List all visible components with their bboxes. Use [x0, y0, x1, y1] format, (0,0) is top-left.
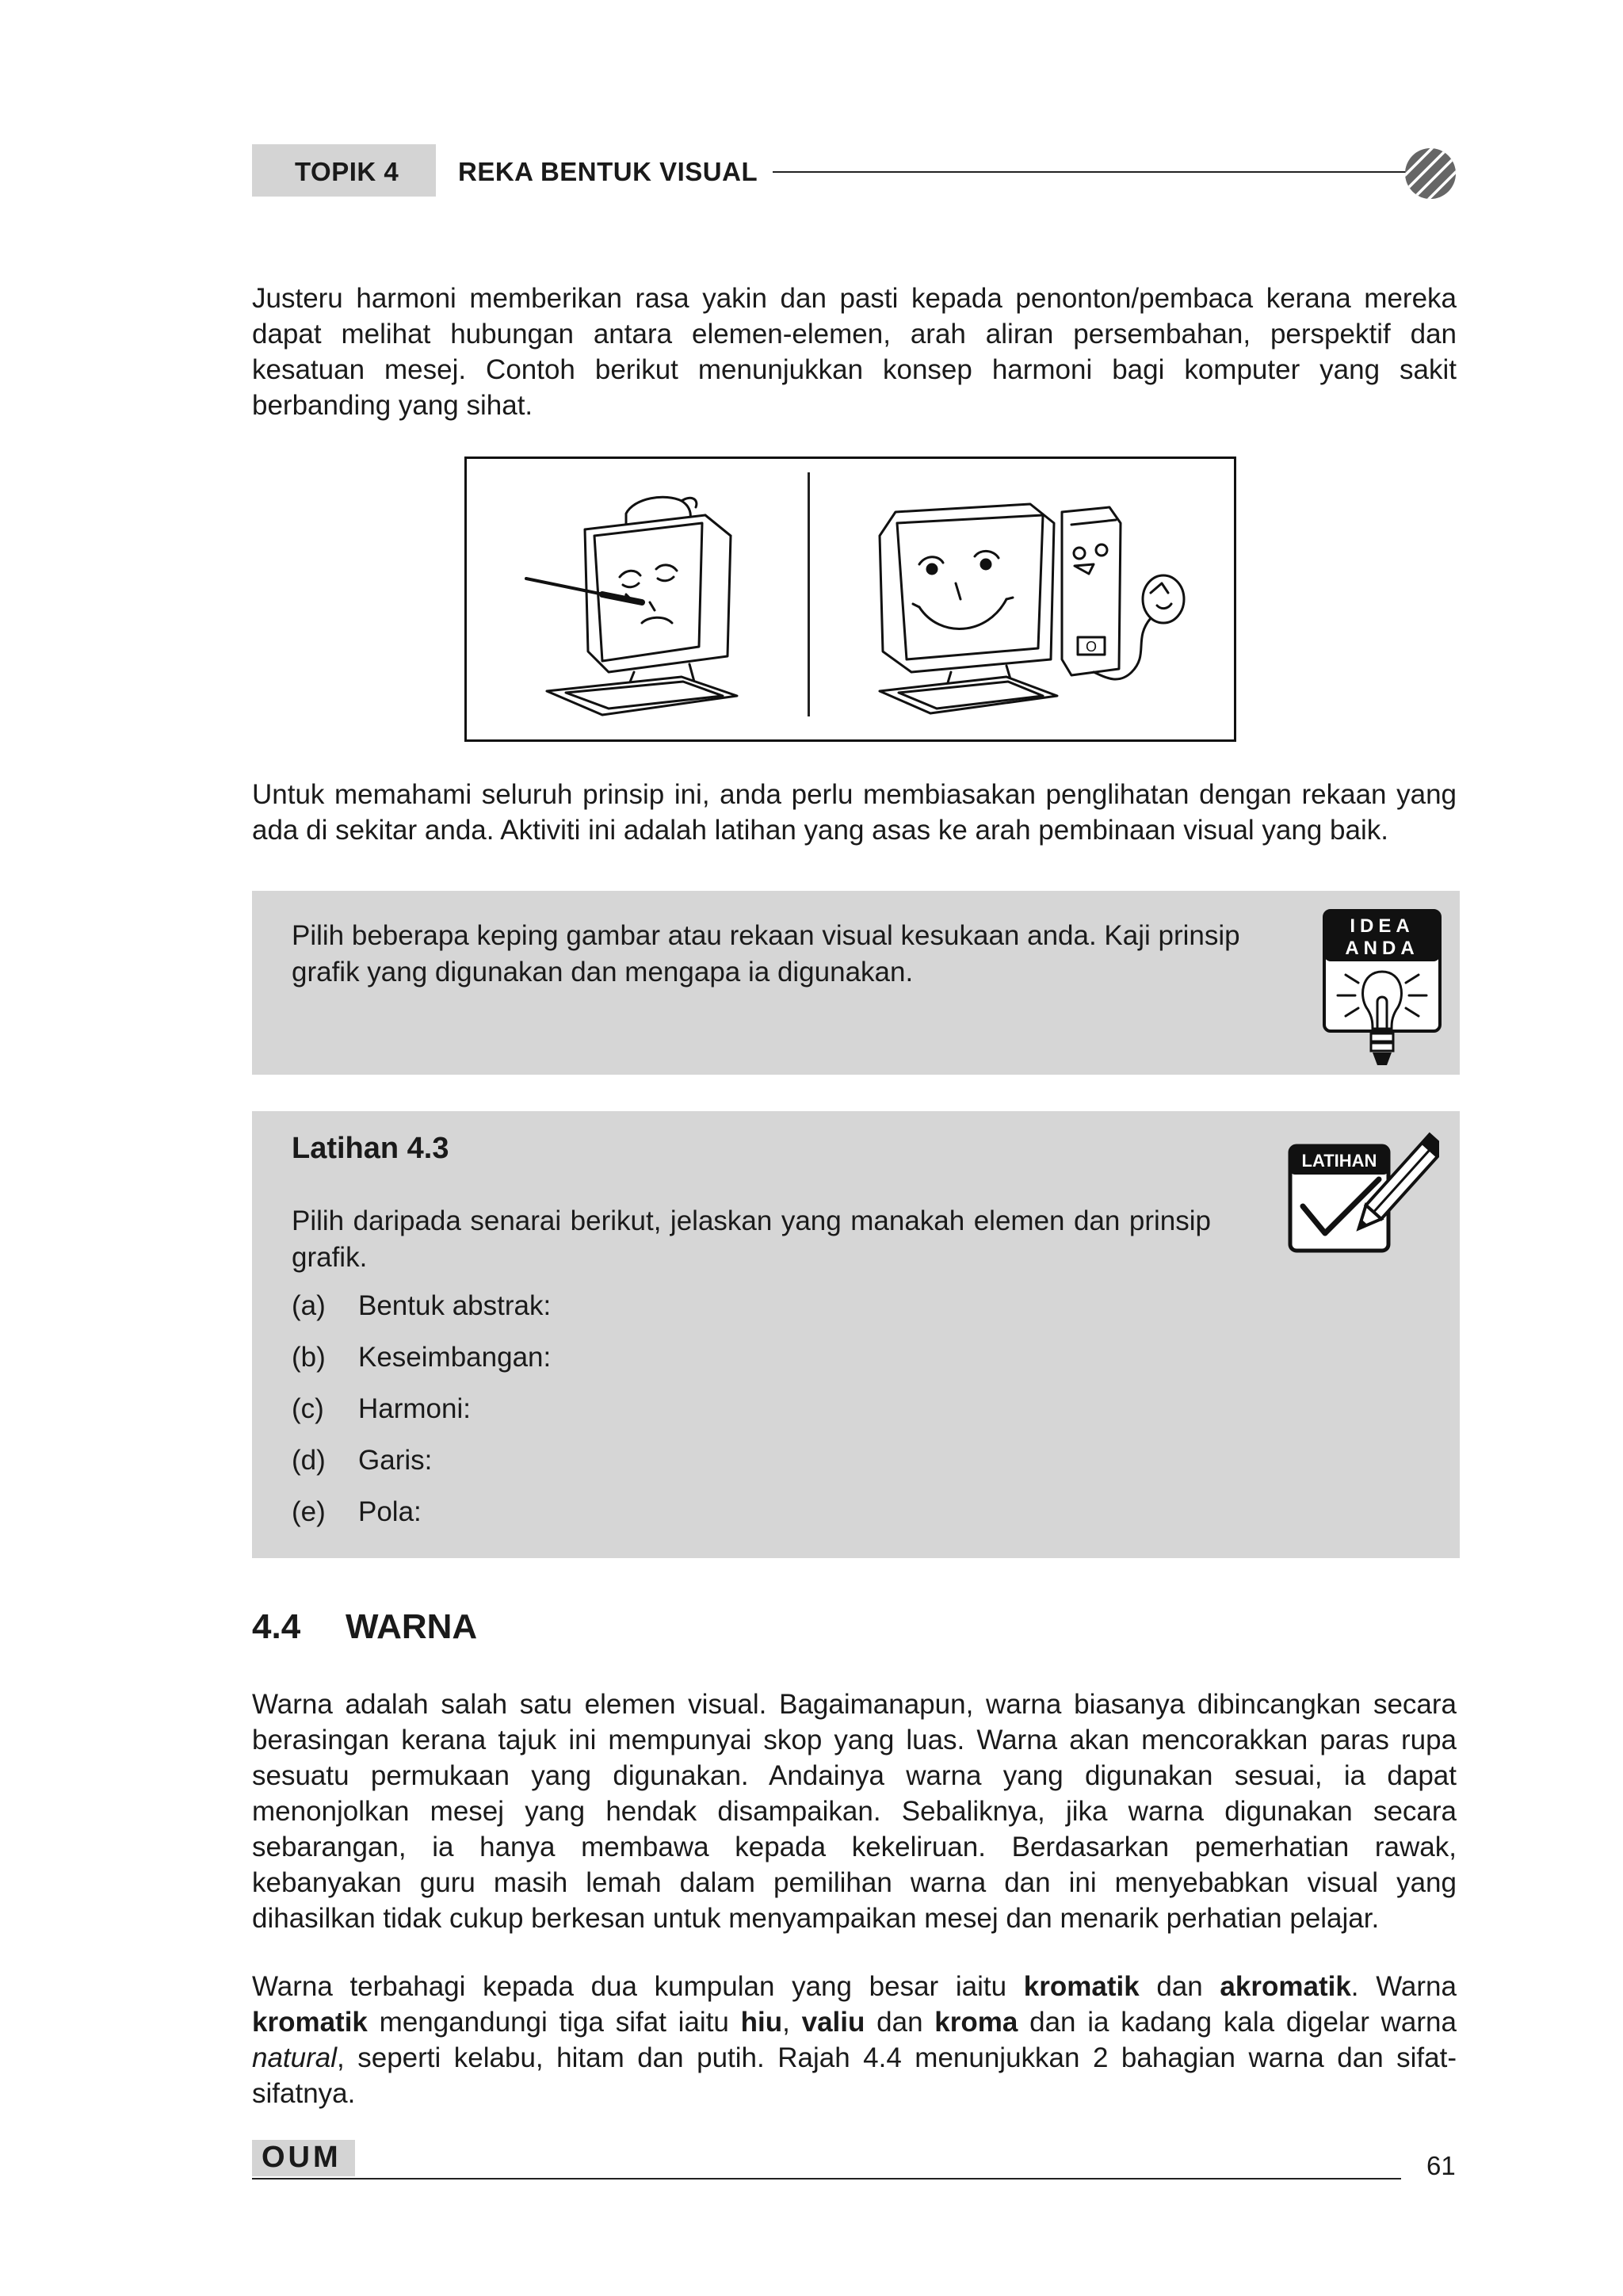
idea-lightbulb-icon — [1322, 908, 1442, 1072]
idea-text: Pilih beberapa keping gambar atau rekaan visual kesukaan anda. Kaji prinsip grafik yang digunakan dan mengapa ia digunakan. — [292, 920, 1240, 988]
paragraph-colour-intro: Warna adalah salah satu elemen visual. Bagaimanapun, warna biasanya dibincangkan secara berasingan kerana tajuk ini mempunyai skop yang luas. Warna akan mencorakkan paras rupa sesuatu permukaan yang digunakan. Andainya warna yang digunakan sesuai, ia dapat menonjolkan mesej yang hendak disampaikan. Sebaliknya, jika warna digunakan secara sebarangan, ia hanya membawa kepada kekeliruan. Berdasarkan pemerhatian rawak, kebanyakan guru masih lemah dalam pemilihan warna dan ini menyebabkan visual yang dihasilkan tidak cukup berkesan untuk menyampaikan mesej dan menarik perhatian pelajar. — [252, 1689, 1457, 1934]
exercise-pencil-icon — [1285, 1130, 1439, 1257]
option-label: Pola: — [358, 1496, 422, 1527]
option-label: Harmoni: — [358, 1393, 471, 1424]
idea-icon-line1: IDEA — [1350, 915, 1415, 937]
footer-rule — [252, 2178, 1401, 2179]
sick-computer-icon — [515, 483, 777, 721]
exercise-badge-text: LATIHAN — [1301, 1151, 1377, 1171]
footer-logo: OUM — [262, 2141, 342, 2174]
option-letter: (c) — [292, 1393, 324, 1424]
paragraph-principles: Untuk memahami seluruh prinsip ini, anda perlu membiasakan penglihatan dengan rekaan yang ada di sekitar anda. Aktiviti ini adalah latihan yang asas ke arah pembinaan visual yang baik. — [252, 779, 1457, 846]
option-label: Bentuk abstrak: — [358, 1290, 552, 1321]
exercise-box — [252, 1111, 1460, 1558]
option-label: Keseimbangan: — [358, 1342, 552, 1373]
option-letter: (b) — [292, 1342, 326, 1373]
intro-paragraph: Justeru harmoni memberikan rasa yakin dan pasti kepada penonton/pembaca kerana mereka dapat melihat hubungan antara elemen-elemen, arah aliran persembahan, perspektif dan kesatuan mesej. Contoh berikut menunjukkan konsep harmoni bagi komputer yang sakit berbanding yang sihat. — [252, 283, 1457, 421]
figure-divider — [808, 472, 810, 716]
section-title: WARNA — [346, 1607, 478, 1646]
healthy-computer-icon — [864, 488, 1205, 726]
chapter-title: REKA BENTUK VISUAL — [458, 157, 758, 186]
option-letter: (a) — [292, 1290, 326, 1321]
exercise-title: Latihan 4.3 — [292, 1132, 449, 1165]
tower-button-label: O — [1085, 639, 1098, 655]
section-number: 4.4 — [252, 1607, 301, 1646]
option-letter: (e) — [292, 1496, 326, 1527]
option-letter: (d) — [292, 1445, 326, 1476]
header-rule — [773, 171, 1413, 173]
option-label: Garis: — [358, 1445, 433, 1476]
paragraph-colour-groups: Warna terbahagi kepada dua kumpulan yang besar iaitu kromatik dan akromatik. Warna kromatik mengandungi tiga sifat iaitu hiu, valiu dan kroma dan ia kadang kala digelar warna natural, seperti kelabu, hitam dan putih. Rajah 4.4 menunjukkan 2 bahagian warna dan sifat-sifatnya. — [252, 1971, 1457, 2109]
striped-disc-icon — [1403, 146, 1458, 201]
idea-icon-line2: ANDA — [1345, 938, 1419, 959]
section-heading — [252, 1607, 477, 1647]
topic-label: TOPIK 4 — [295, 157, 399, 186]
page-number: 61 — [1426, 2151, 1456, 2180]
exercise-instruction: Pilih daripada senarai berikut, jelaskan yang manakah elemen dan prinsip grafik. — [292, 1205, 1211, 1273]
